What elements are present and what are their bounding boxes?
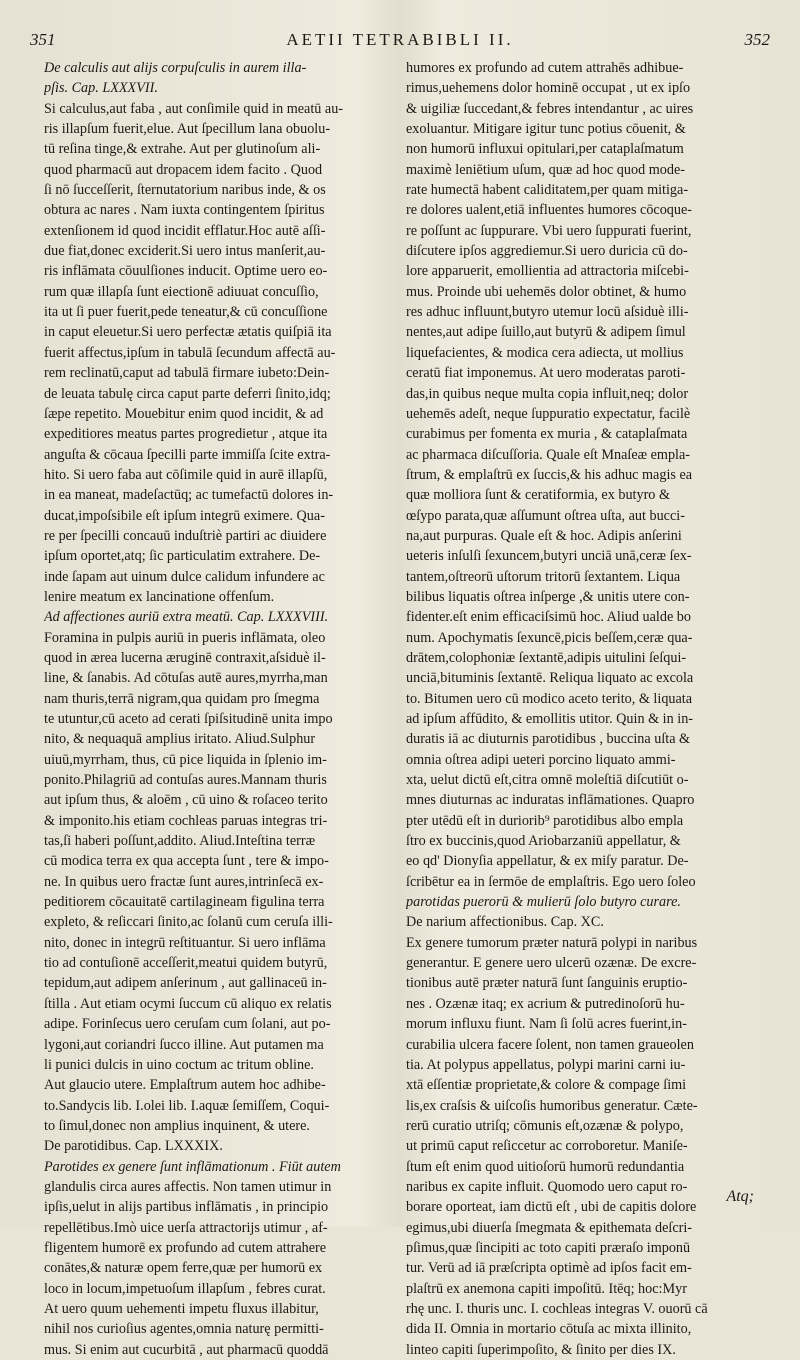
text-line: drātem,colophoniæ ſextantē,adipis uitulini ſeſqui- xyxy=(406,649,687,666)
chapter-heading-line: Parotides ex genere ſunt inflāmationum . Fiūt autem xyxy=(44,1158,341,1175)
text-line: to ſimul,donec non amplius inquinent, & utere. xyxy=(44,1117,310,1134)
text-line: nihil nos curioſius agentes,omnia naturę permitti- xyxy=(44,1321,324,1338)
text-line: ipſum oportet,atq; ſic particulatim extrahere. De- xyxy=(44,548,321,565)
text-line: rum quæ illapſa ſunt eiectionē adiuuat concuſſio, xyxy=(44,283,319,300)
text-line: generantur. E genere uero ulcerū ozænæ. De excre- xyxy=(406,955,697,972)
text-line: quod in ærea lucerna æruginē contraxit,aſsiduè il- xyxy=(44,649,326,666)
text-line: ſtrum, & emplaſtrū ex ſuccis,& his adhuc magis ea xyxy=(406,466,693,483)
text-line: tū reſina tinge,& extrahe. Aut per glutinoſum ali- xyxy=(44,141,321,158)
running-title: AETII TETRABIBLI II. xyxy=(286,30,514,49)
left-column xyxy=(44,58,402,1360)
text-line: omnia oſtrea adipi ueteri porcino liquato ammi- xyxy=(406,751,676,768)
text-line: expeditiores meatus partes progredietur , atque ita xyxy=(44,426,328,443)
text-line: tantem,oſtreorū uſtorum tritorū ſextantem. Liqua xyxy=(406,568,681,585)
text-line: ut primū caput reſiccetur ac corroboretur. Maniſe- xyxy=(406,1138,688,1155)
text-line: ponito.Philagriū ad contuſas aures.Mannam thuris xyxy=(44,772,327,789)
text-line: Ex genere tumorum præter naturā polypi in naribus xyxy=(406,934,698,951)
text-line: aut ipſum thus, & aloēm , cū uino & roſaceo terito xyxy=(44,792,328,809)
text-line: unciā,bituminis ſextantē. Reliqua liquato ac excola xyxy=(406,670,694,687)
text-line: das,in quibus neque multa copia influit,neq; dolor xyxy=(406,385,689,402)
text-line: mus. Proinde ubi uehemēs dolor obtinet, & humo xyxy=(406,283,687,300)
text-line: plaſtrū ex anemona capiti impoſitū. Itēq; hoc:Myr xyxy=(406,1280,687,1297)
text-line: nito, & nequaquā amplius iritato. Aliud.Sulphur xyxy=(44,731,316,748)
text-line: fligentem humorē ex profundo ad cutem attrahere xyxy=(44,1239,327,1256)
text-line: egimus,ubi diuerſa ſmegmata & epithemata deſcri- xyxy=(406,1219,693,1236)
text-line: ſcribētur ea in ſermōe de emplaſtris. Ego uero ſoleo xyxy=(406,873,696,890)
text-line: diſcutere ipſos aggrediemur.Si uero duricia cū do- xyxy=(406,243,688,260)
text-line: ita ut ſi puer fuerit,pede teneatur,& cū concuſſione xyxy=(44,304,328,321)
text-line: eo qd' Dionyſia appellatur, & ex miſy paratur. De- xyxy=(406,853,689,870)
text-line: mus. Si enim aut cucurbitā , aut pharmacū quoddā xyxy=(44,1341,329,1358)
text-line: xtā eſſentiæ proprietate,& colore & compage ſimi xyxy=(406,1077,687,1094)
text-line: lore apparuerit, emollientia ad attractoria miſcebi- xyxy=(406,263,689,280)
text-line: repellētibus.Imò uice uerſa attractorijs utimur , af- xyxy=(44,1219,328,1236)
text-line: expleto, & reſiccari ſinito,ac ſolanū cum ceruſa illi- xyxy=(44,914,333,931)
text-line: curabimus per fomenta ex muria , & cataplaſmata xyxy=(406,426,688,443)
text-line: œſypo parata,quæ aſſumunt oſtrea uſta, aut bucci- xyxy=(406,507,685,524)
chapter-heading-line: pſis. Cap. LXXXVII. xyxy=(44,80,158,97)
text-line: curabilia ulcera facere ſolent, non tamen graueolen xyxy=(406,1036,694,1053)
text-line: mnes diuturnas ac induratas inflāmationes. Quapro xyxy=(406,792,695,809)
text-line: re dolores ualent,etiā influentes humores cōcoque- xyxy=(406,202,693,219)
text-line: lis,ex craſsis & uiſcoſis humoribus generatur. Cæte- xyxy=(406,1097,698,1114)
text-line: quæ molliora ſunt & ceratiformia, ex butyro & xyxy=(406,487,670,504)
text-line: quod pharmacū aut dropacem idem facito . Quod xyxy=(44,161,323,178)
text-line: ceratū fiat imponemus. At uero moderatas paroti- xyxy=(406,365,686,382)
text-line: anguſta & cōcaua ſpecilli parte immiſſa ſcite extra- xyxy=(44,446,331,463)
text-line: morum influxu fiunt. Nam ſi ſolū acres fuerint,in- xyxy=(406,1016,687,1033)
text-line: tur. Verū ad iā præſcripta optimè ad ipſos facit em- xyxy=(406,1260,692,1277)
text-line: te utuntur,cū aceto ad cerati ſpiſsitudinē unita impo xyxy=(44,711,333,727)
text-line: rhę unc. I. thuris unc. I. cochleas integras V. ouorū cā xyxy=(406,1300,708,1317)
text-line: num. Apochymatis ſexuncē,picis beſſem,ceræ qua- xyxy=(406,629,693,646)
text-line: ris inflāmata cōuulſiones inducit. Optime uero eo- xyxy=(44,263,328,280)
text-line: inde ſapam aut uinum dulce calidum infundere ac xyxy=(44,568,325,585)
text-line: fidenter.eſt enim efficaciſsimū hoc. Aliud ualde bo xyxy=(406,609,691,626)
text-line: tia. At polypus appellatus, polypi marini carni iu- xyxy=(406,1056,686,1073)
catchword: Atq; xyxy=(726,1188,754,1205)
text-line: tionibus autē præter naturā ſunt ſanguinis eruptio- xyxy=(406,975,688,992)
text-line: adipe. Forinſecus uero ceruſam cum ſolani, aut po- xyxy=(44,1016,331,1033)
text-line: borare oporteat, iam dictū eſt , ubi de capitis dolore xyxy=(406,1199,697,1216)
text-line: linteo capiti ſuperimpoſito, & ſinito per dies IX. xyxy=(406,1341,676,1358)
text-line: to.Sandycis lib. I.olei lib. I.aquæ ſemiſſem, Coqui- xyxy=(44,1097,330,1114)
text-line: ac pharmaca diſcuſſoria. Quale eſt Mnaſeæ empla- xyxy=(406,446,691,463)
text-line: liquefacientes, & modica cera adiecta, ut mollius xyxy=(406,344,684,361)
text-line: pter utēdū eſt in duriorib⁹ parotidibus albo empla xyxy=(406,812,684,829)
text-line: re poſſunt ac ſuppurare. Vbi uero ſuppurati fuerint, xyxy=(406,222,692,239)
text-line: glandulis circa aures affectis. Non tamen utimur in xyxy=(44,1178,332,1195)
text-line: ſi nō ſucceſſerit, ſternutatorium naribus inde, & os xyxy=(44,182,326,199)
text-line: tas,ſi haberi poſſunt,addito. Aliud.Inteſtina terræ xyxy=(44,833,316,850)
text-line: Si calculus,aut faba , aut conſimile quid in meatū au- xyxy=(44,100,344,117)
text-line: lenire meatum ex lancinatione offenſum. xyxy=(44,588,275,605)
text-line: ris illapſum fuerit,elue. Aut ſpecillum lana obuolu- xyxy=(44,121,331,138)
text-line: exoluantur. Mitigare igitur tunc potius cōuenit, & xyxy=(406,121,686,138)
text-line: bilibus liquatis oſtrea inſperge ,& unitis utere con- xyxy=(406,588,690,605)
text-line: extenſionem id quod incidit efflatur.Hoc autē aſſi- xyxy=(44,222,326,239)
text-line: & uigiliæ ſuccedant,& febres intendantur , ac uires xyxy=(406,100,694,117)
text-line: nentes,aut adipe ſuillo,aut butyrū & adipem ſimul xyxy=(406,324,686,341)
text-line: nito, donec in integrū reſtituantur. Si uero inflāma xyxy=(44,934,326,951)
text-line: nes . Ozænæ itaq; ex acrium & putredinoſorū hu- xyxy=(406,995,685,1012)
text-line: tio ad contuſionē acceſſerit,meatui quidem butyrū, xyxy=(44,955,328,972)
text-line: na,aut purpuras. Quale eſt & hoc. Adipis anſerini xyxy=(406,527,682,544)
text-line: ducat,impoſsibile eſt ipſum integrū eximere. Qua- xyxy=(44,507,325,524)
page-header xyxy=(30,30,770,54)
text-line: non humorū influxui opitulari,per cataplaſmatum xyxy=(406,141,684,158)
chapter-heading-line: parotidas puerorū & mulierū ſolo butyro curare. xyxy=(406,894,681,911)
text-line: rem reclinatū,caput ad tabulā firmare iubeto:Dein- xyxy=(44,365,330,382)
text-line: rate humectā habent caliditatem,per quam mitiga- xyxy=(406,182,689,199)
text-line: ſtum eſt enim quod uitioſorū humorū redundantia xyxy=(406,1158,685,1175)
right-column xyxy=(406,58,764,1360)
text-line: dida II. Omnia in mortario cōtuſa ac mixta illinito, xyxy=(406,1321,692,1338)
text-line: re per ſpecilli concauū induſtriè partiri ac diuidere xyxy=(44,527,327,544)
text-line: uiuū,myrrham, thus, cū pice liquida in ſplenio im- xyxy=(44,751,327,768)
text-line: in caput eleuetur.Si uero perfectæ ætatis quiſpiā ita xyxy=(44,324,332,341)
text-line: maximè leniētium uſum, quæ ad hoc quod mode- xyxy=(406,161,685,178)
text-line: duratis iā ac diuturnis parotidibus , buccina uſta & xyxy=(406,731,691,748)
chapter-heading-line: De calculis aut alijs corpuſculis in aurem illa- xyxy=(44,60,307,76)
text-line: Aut glaucio utere. Emplaſtrum autem hoc adhibe- xyxy=(44,1077,326,1094)
text-line: conātes,& naturæ opem ferre,quæ per humorū ex xyxy=(44,1260,323,1277)
text-line: in ea maneat, madeſactūq; ac tumefactū dolores in- xyxy=(44,487,334,504)
text-line: line, & ſanabis. Ad cōtuſas autē aures,myrrha,man xyxy=(44,670,328,687)
text-line: uehemēs adeſt, neque ſuppuratio expectatur, facilè xyxy=(406,405,691,422)
page-number-right: 352 xyxy=(744,30,770,49)
text-line: xta, uelut dictū eſt,citra omnē moleſtiā diſcutiūt o- xyxy=(406,772,689,789)
text-line: fuerit affectus,ipſum in tabulā ſecundum affectā au- xyxy=(44,344,336,361)
text-line: ne. In quibus uero fractæ ſunt aures,intrinſecā ex- xyxy=(44,873,324,890)
text-line: At uero quum uehementi impetu fluxus illabitur, xyxy=(44,1300,319,1317)
text-line: due fiat,donec exciderit.Si uero intus manſerit,au- xyxy=(44,243,326,260)
text-line: & imponito.his etiam cochleas paruas integras tri- xyxy=(44,812,328,829)
text-line: ſtro ex buccinis,quod Ariobarzaniū appellatur, & xyxy=(406,833,681,850)
text-line: lygoni,aut coriandri ſucco illine. Aut putamen ma xyxy=(44,1036,324,1053)
text-line: ueteris inſulſi ſexuncem,butyri unciā unā,ceræ ſex- xyxy=(406,548,692,565)
text-line: De narium affectionibus. Cap. XC. xyxy=(406,914,604,931)
text-line: ipſis,uelut in alijs partibus inflāmatis , in principio xyxy=(44,1199,329,1216)
chapter-heading-line: Ad affectiones auriū extra meatū. Cap. LXXXVIII. xyxy=(44,609,329,626)
text-line: rerū curatio utriſq; cōmunis eſt,ozænæ & polypo, xyxy=(406,1117,684,1134)
text-line: cū modica terra ex qua accepta ſunt , tere & impo- xyxy=(44,853,329,870)
text-line: peditiorem cōcauitatē cartilagineam figulina terra xyxy=(44,894,325,911)
text-line: hito. Si uero faba aut cōſimile quid in aurē illapſū, xyxy=(44,466,328,483)
page-number-left: 351 xyxy=(30,30,56,49)
text-line: pſimus,quæ ſincipiti ac toto capiti præraſo imponū xyxy=(406,1239,691,1256)
text-line: de leuata tabulę circa caput parte deferri ſinito,idq; xyxy=(44,385,331,402)
text-line: li punici dulcis in uino coctum ac tritum obline. xyxy=(44,1056,314,1073)
text-line: tepidum,aut adipem anſerinum , aut gallinaceū in- xyxy=(44,975,327,992)
text-line: res adhuc influunt,butyro utemur locū aſsiduè illi- xyxy=(406,304,689,321)
text-line: ſæpe repetito. Mouebitur enim quod incidit, & ad xyxy=(44,405,324,422)
text-line: loco in locum,impetuoſum illapſum , febres curat. xyxy=(44,1280,326,1297)
text-line: Foramina in pulpis auriū in pueris inflāmata, oleo xyxy=(44,629,326,646)
text-line: ad ipſum affūdito, & emollitis utitor. Quin & in in- xyxy=(406,711,694,727)
text-line: naribus ex capite influit. Quomodo uero caput ro- xyxy=(406,1178,688,1195)
text-line: ſtilla . Aut etiam ocymi ſuccum cū aliquo ex relatis xyxy=(44,995,332,1012)
text-line: nam thuris,terrā nigram,qua quidam pro ſmegma xyxy=(44,690,320,707)
text-line: rimus,uehemens dolor hominē occupat , ut ex ipſo xyxy=(406,80,691,97)
text-line: De parotidibus. Cap. LXXXIX. xyxy=(44,1138,223,1155)
text-line: to. Bitumen uero cū modico aceto terito, & liquata xyxy=(406,690,693,707)
text-line: humores ex profundo ad cutem attrahēs adhibue- xyxy=(406,60,684,76)
text-line: obtura ac nares . Nam iuxta contingentem ſpiritus xyxy=(44,202,325,219)
